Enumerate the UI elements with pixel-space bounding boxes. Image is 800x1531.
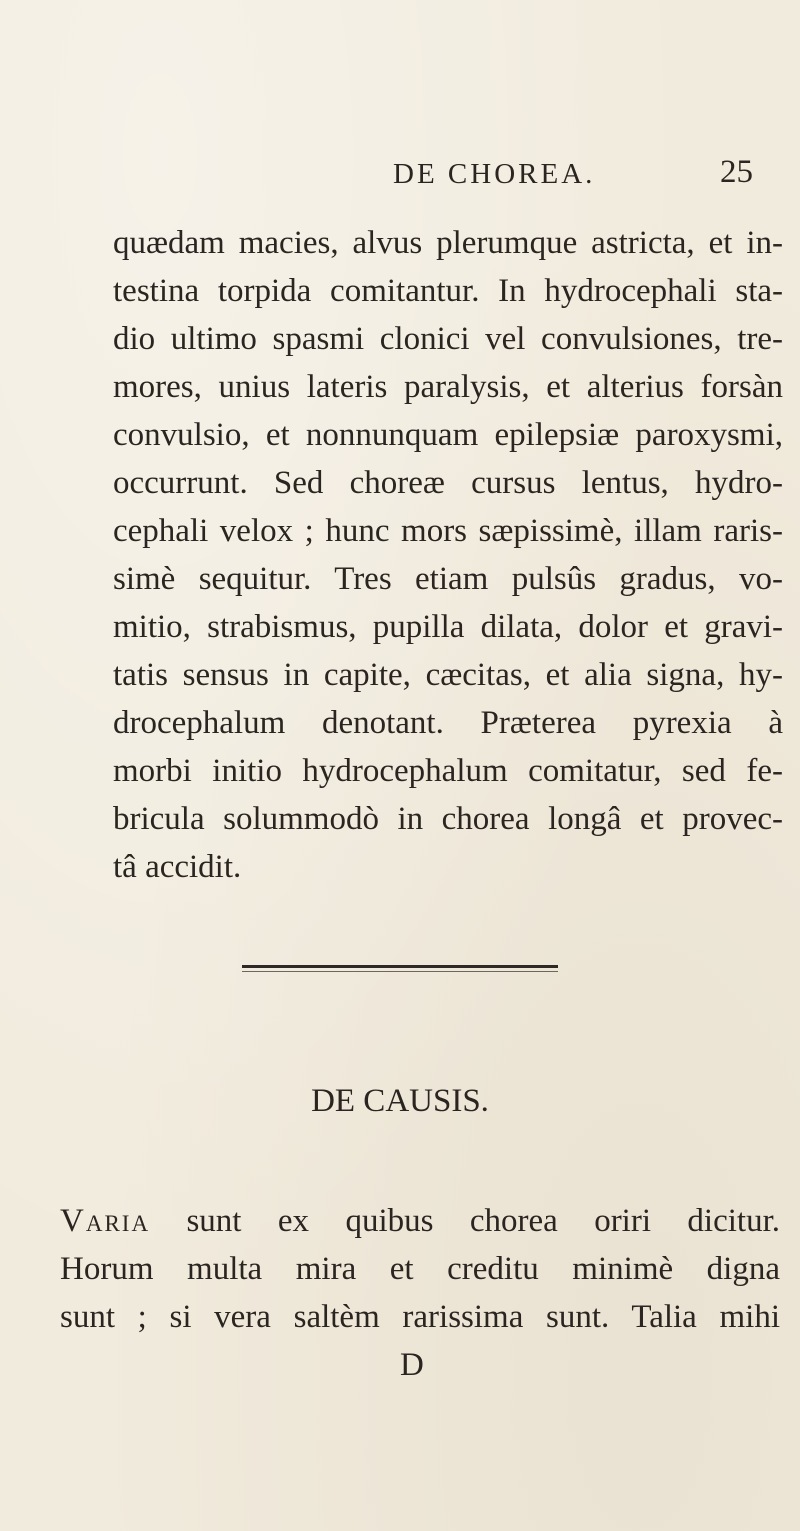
text-line: mores, unius lateris paralysis, et alterius forsàn bbox=[113, 369, 783, 405]
text-line: cephali velox ; hunc mors sæpissimè, illam raris- bbox=[113, 513, 783, 549]
text-line: dio ultimo spasmi clonici vel convulsiones, tre- bbox=[113, 321, 783, 357]
page-number: 25 bbox=[720, 154, 753, 190]
text-line: Horum multa mira et creditu minimè digna bbox=[60, 1251, 780, 1287]
section-divider-rule bbox=[242, 965, 558, 968]
lead-word: Varia bbox=[60, 1203, 151, 1239]
section-divider-hairline bbox=[242, 971, 558, 972]
text-line: quædam macies, alvus plerumque astricta, et in- bbox=[113, 225, 783, 261]
section-heading: DE CAUSIS. bbox=[311, 1083, 489, 1119]
text-line: tâ accidit. bbox=[113, 849, 242, 885]
text-line: tatis sensus in capite, cæcitas, et alia signa, hy- bbox=[113, 657, 783, 693]
text-line: testina torpida comitantur. In hydrocephali sta- bbox=[113, 273, 783, 309]
text-line: mitio, strabismus, pupilla dilata, dolor et gravi- bbox=[113, 609, 783, 645]
text-line-first bbox=[60, 1197, 780, 1245]
running-title: DE CHOREA. bbox=[393, 158, 596, 190]
running-head bbox=[0, 150, 800, 200]
first-line-rest: sunt ex quibus chorea oriri dicitur. bbox=[150, 1203, 780, 1239]
text-line: sunt ; si vera saltèm rarissima sunt. Talia mihi bbox=[60, 1299, 780, 1335]
text-line: occurrunt. Sed choreæ cursus lentus, hydro- bbox=[113, 465, 783, 501]
text-line: morbi initio hydrocephalum comitatur, sed fe- bbox=[113, 753, 783, 789]
text-line: drocephalum denotant. Præterea pyrexia à bbox=[113, 705, 783, 741]
text-line: convulsio, et nonnunquam epilepsiæ paroxysmi, bbox=[113, 417, 783, 453]
section-paragraph bbox=[60, 1197, 780, 1389]
text-line: simè sequitur. Tres etiam pulsûs gradus, vo- bbox=[113, 561, 783, 597]
text-line: bricula solummodò in chorea longâ et provec- bbox=[113, 801, 783, 837]
signature-mark: D bbox=[400, 1347, 424, 1383]
body-paragraph bbox=[113, 219, 783, 891]
